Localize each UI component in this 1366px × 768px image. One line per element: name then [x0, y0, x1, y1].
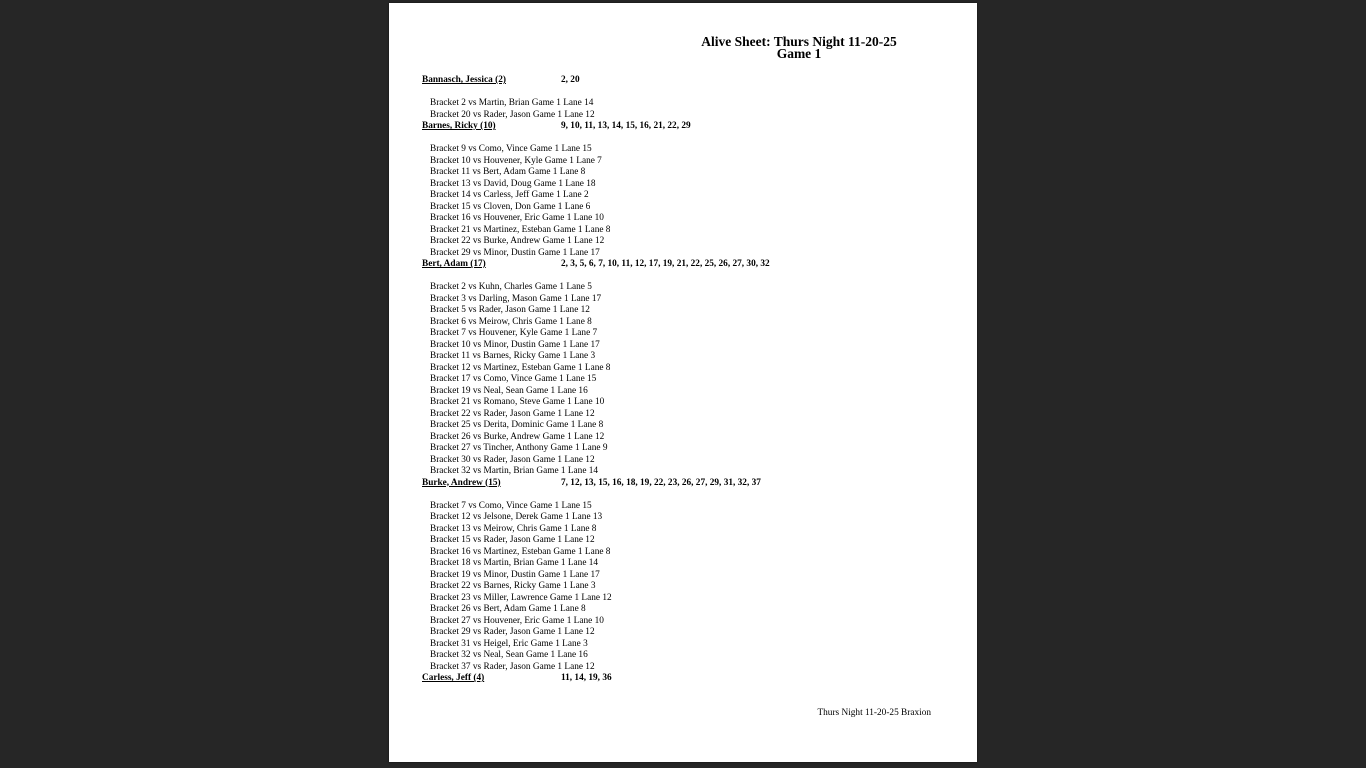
- page-title: Alive Sheet: Thurs Night 11-20-25: [701, 34, 897, 49]
- match-text: Bracket 22 vs Barnes, Ricky Game 1 Lane 3: [430, 581, 596, 591]
- match-text: Bracket 21 vs Romano, Steve Game 1 Lane 10: [430, 397, 605, 407]
- player-bracket-list: 11, 14, 19, 36: [561, 673, 612, 683]
- match-text: Bracket 7 vs Como, Vince Game 1 Lane 15: [430, 500, 592, 511]
- match-text: Bracket 12 vs Martinez, Esteban Game 1 Lane 8: [430, 362, 611, 373]
- match-text: Bracket 9 vs Como, Vince Game 1 Lane 15: [430, 144, 592, 154]
- player-name: Bert, Adam (17): [422, 259, 486, 269]
- match-text: Bracket 10 vs Minor, Dustin Game 1 Lane 17: [430, 339, 600, 350]
- match-text: Bracket 29 vs Minor, Dustin Game 1 Lane 17: [430, 247, 600, 258]
- match-text: Bracket 32 vs Neal, Sean Game 1 Lane 16: [430, 650, 588, 660]
- match-text: Bracket 18 vs Martin, Brian Game 1 Lane 14: [430, 558, 599, 568]
- match-text: Bracket 37 vs Rader, Jason Game 1 Lane 12: [430, 661, 595, 672]
- match-text: Bracket 14 vs Carless, Jeff Game 1 Lane 2: [430, 190, 589, 200]
- match-text: Bracket 6 vs Meirow, Chris Game 1 Lane 8: [430, 316, 592, 327]
- match-text: Bracket 2 vs Martin, Brian Game 1 Lane 14: [430, 98, 594, 108]
- match-text: Bracket 27 vs Tincher, Anthony Game 1 Lane 9: [430, 443, 608, 453]
- match-text: Bracket 16 vs Martinez, Esteban Game 1 Lane 8: [430, 546, 611, 557]
- match-text: Bracket 15 vs Cloven, Don Game 1 Lane 6: [430, 201, 591, 212]
- match-text: Bracket 25 vs Derita, Dominic Game 1 Lane 8: [430, 420, 604, 430]
- match-text: Bracket 11 vs Bert, Adam Game 1 Lane 8: [430, 167, 586, 177]
- document-page: [389, 3, 977, 762]
- match-text: Bracket 32 vs Martin, Brian Game 1 Lane 14: [430, 466, 599, 476]
- match-text: Bracket 5 vs Rader, Jason Game 1 Lane 12: [430, 305, 590, 315]
- match-text: Bracket 20 vs Rader, Jason Game 1 Lane 12: [430, 109, 595, 120]
- match-text: Bracket 7 vs Houvener, Kyle Game 1 Lane 7: [430, 328, 598, 338]
- player-name: Barnes, Ricky (10): [422, 121, 496, 131]
- player-name: Burke, Andrew (15): [422, 477, 501, 488]
- match-text: Bracket 15 vs Rader, Jason Game 1 Lane 12: [430, 535, 595, 545]
- match-text: Bracket 2 vs Kuhn, Charles Game 1 Lane 5: [430, 282, 592, 292]
- player-name: Bannasch, Jessica (2): [422, 75, 506, 85]
- page-footer: Thurs Night 11-20-25 Braxion: [817, 708, 931, 718]
- player-bracket-list: 2, 20: [561, 75, 580, 85]
- match-text: Bracket 26 vs Bert, Adam Game 1 Lane 8: [430, 604, 586, 614]
- player-name: Carless, Jeff (4): [422, 673, 485, 683]
- player-bracket-list: 2, 3, 5, 6, 7, 10, 11, 12, 17, 19, 21, 22, 25, 26, 27, 30, 32: [561, 259, 770, 269]
- match-text: Bracket 17 vs Como, Vince Game 1 Lane 15: [430, 374, 597, 384]
- match-text: Bracket 21 vs Martinez, Esteban Game 1 Lane 8: [430, 224, 611, 235]
- match-text: Bracket 22 vs Rader, Jason Game 1 Lane 12: [430, 408, 595, 419]
- match-text: Bracket 13 vs David, Doug Game 1 Lane 18: [430, 178, 596, 189]
- match-text: Bracket 16 vs Houvener, Eric Game 1 Lane 10: [430, 213, 604, 223]
- match-text: Bracket 11 vs Barnes, Ricky Game 1 Lane 3: [430, 351, 596, 361]
- match-text: Bracket 29 vs Rader, Jason Game 1 Lane 12: [430, 627, 595, 637]
- match-text: Bracket 19 vs Neal, Sean Game 1 Lane 16: [430, 385, 588, 396]
- match-text: Bracket 31 vs Heigel, Eric Game 1 Lane 3: [430, 638, 588, 649]
- player-bracket-list: 7, 12, 13, 15, 16, 18, 19, 22, 23, 26, 27, 29, 31, 32, 37: [561, 477, 761, 488]
- match-text: Bracket 13 vs Meirow, Chris Game 1 Lane 8: [430, 523, 597, 534]
- match-text: Bracket 19 vs Minor, Dustin Game 1 Lane 17: [430, 569, 600, 580]
- player-bracket-list: 9, 10, 11, 13, 14, 15, 16, 21, 22, 29: [561, 121, 691, 131]
- match-text: Bracket 22 vs Burke, Andrew Game 1 Lane 12: [430, 236, 605, 246]
- match-text: Bracket 27 vs Houvener, Eric Game 1 Lane 10: [430, 615, 604, 626]
- match-text: Bracket 26 vs Burke, Andrew Game 1 Lane 12: [430, 431, 605, 442]
- match-text: Bracket 30 vs Rader, Jason Game 1 Lane 12: [430, 454, 595, 465]
- match-text: Bracket 12 vs Jelsone, Derek Game 1 Lane 13: [430, 512, 603, 522]
- match-text: Bracket 10 vs Houvener, Kyle Game 1 Lane 7: [430, 155, 602, 166]
- match-text: Bracket 23 vs Miller, Lawrence Game 1 Lane 12: [430, 592, 612, 603]
- match-text: Bracket 3 vs Darling, Mason Game 1 Lane 17: [430, 293, 602, 304]
- page-subtitle: Game 1: [776, 46, 822, 61]
